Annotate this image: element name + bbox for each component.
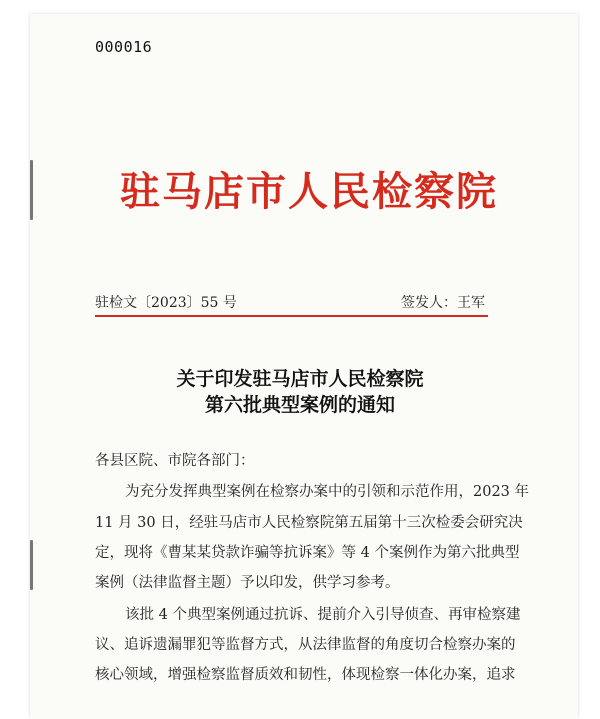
issuer-header: 驻马店市人民检察院 — [120, 168, 498, 215]
document-reference: 驻检文〔2023〕55 号 — [95, 295, 237, 311]
document-title-line-1: 关于印发驻马店市人民检察院 — [176, 368, 424, 390]
document-number: 000016 — [95, 38, 153, 56]
paragraph-line: 为充分发挥典型案例在检察办案中的引领和示范作用，2023 年 — [125, 484, 530, 500]
paragraph-line: 议、追诉遗漏罪犯等监督方式，从法律监督的角度切合检察办案的 — [95, 637, 516, 653]
binder-mark-bottom — [30, 540, 33, 590]
binder-mark-top — [30, 160, 33, 220]
paragraph-line: 11 月 30 日，经驻马店市人民检察院第五届第十三次检委会研究决 — [95, 515, 523, 531]
paragraph-line: 核心领域，增强检察监督质效和韧性，体现检察一体化办案，追求 — [95, 667, 516, 683]
document-title-line-2: 第六批典型案例的通知 — [204, 394, 395, 416]
paragraph-line: 该批 4 个典型案例通过抗诉、提前介入引导侦查、再审检察建 — [125, 607, 521, 623]
paragraph-line: 案例（法律监督主题）予以印发，供学习参考。 — [95, 575, 400, 591]
document-meta-row — [95, 292, 485, 312]
salutation: 各县区院、市院各部门： — [95, 453, 255, 469]
paragraph-line: 定，现将《曹某某贷款诈骗等抗诉案》等 4 个案例作为第六批典型 — [95, 545, 520, 561]
document-signer: 签发人：王军 — [401, 295, 485, 311]
red-divider-line — [95, 315, 488, 317]
